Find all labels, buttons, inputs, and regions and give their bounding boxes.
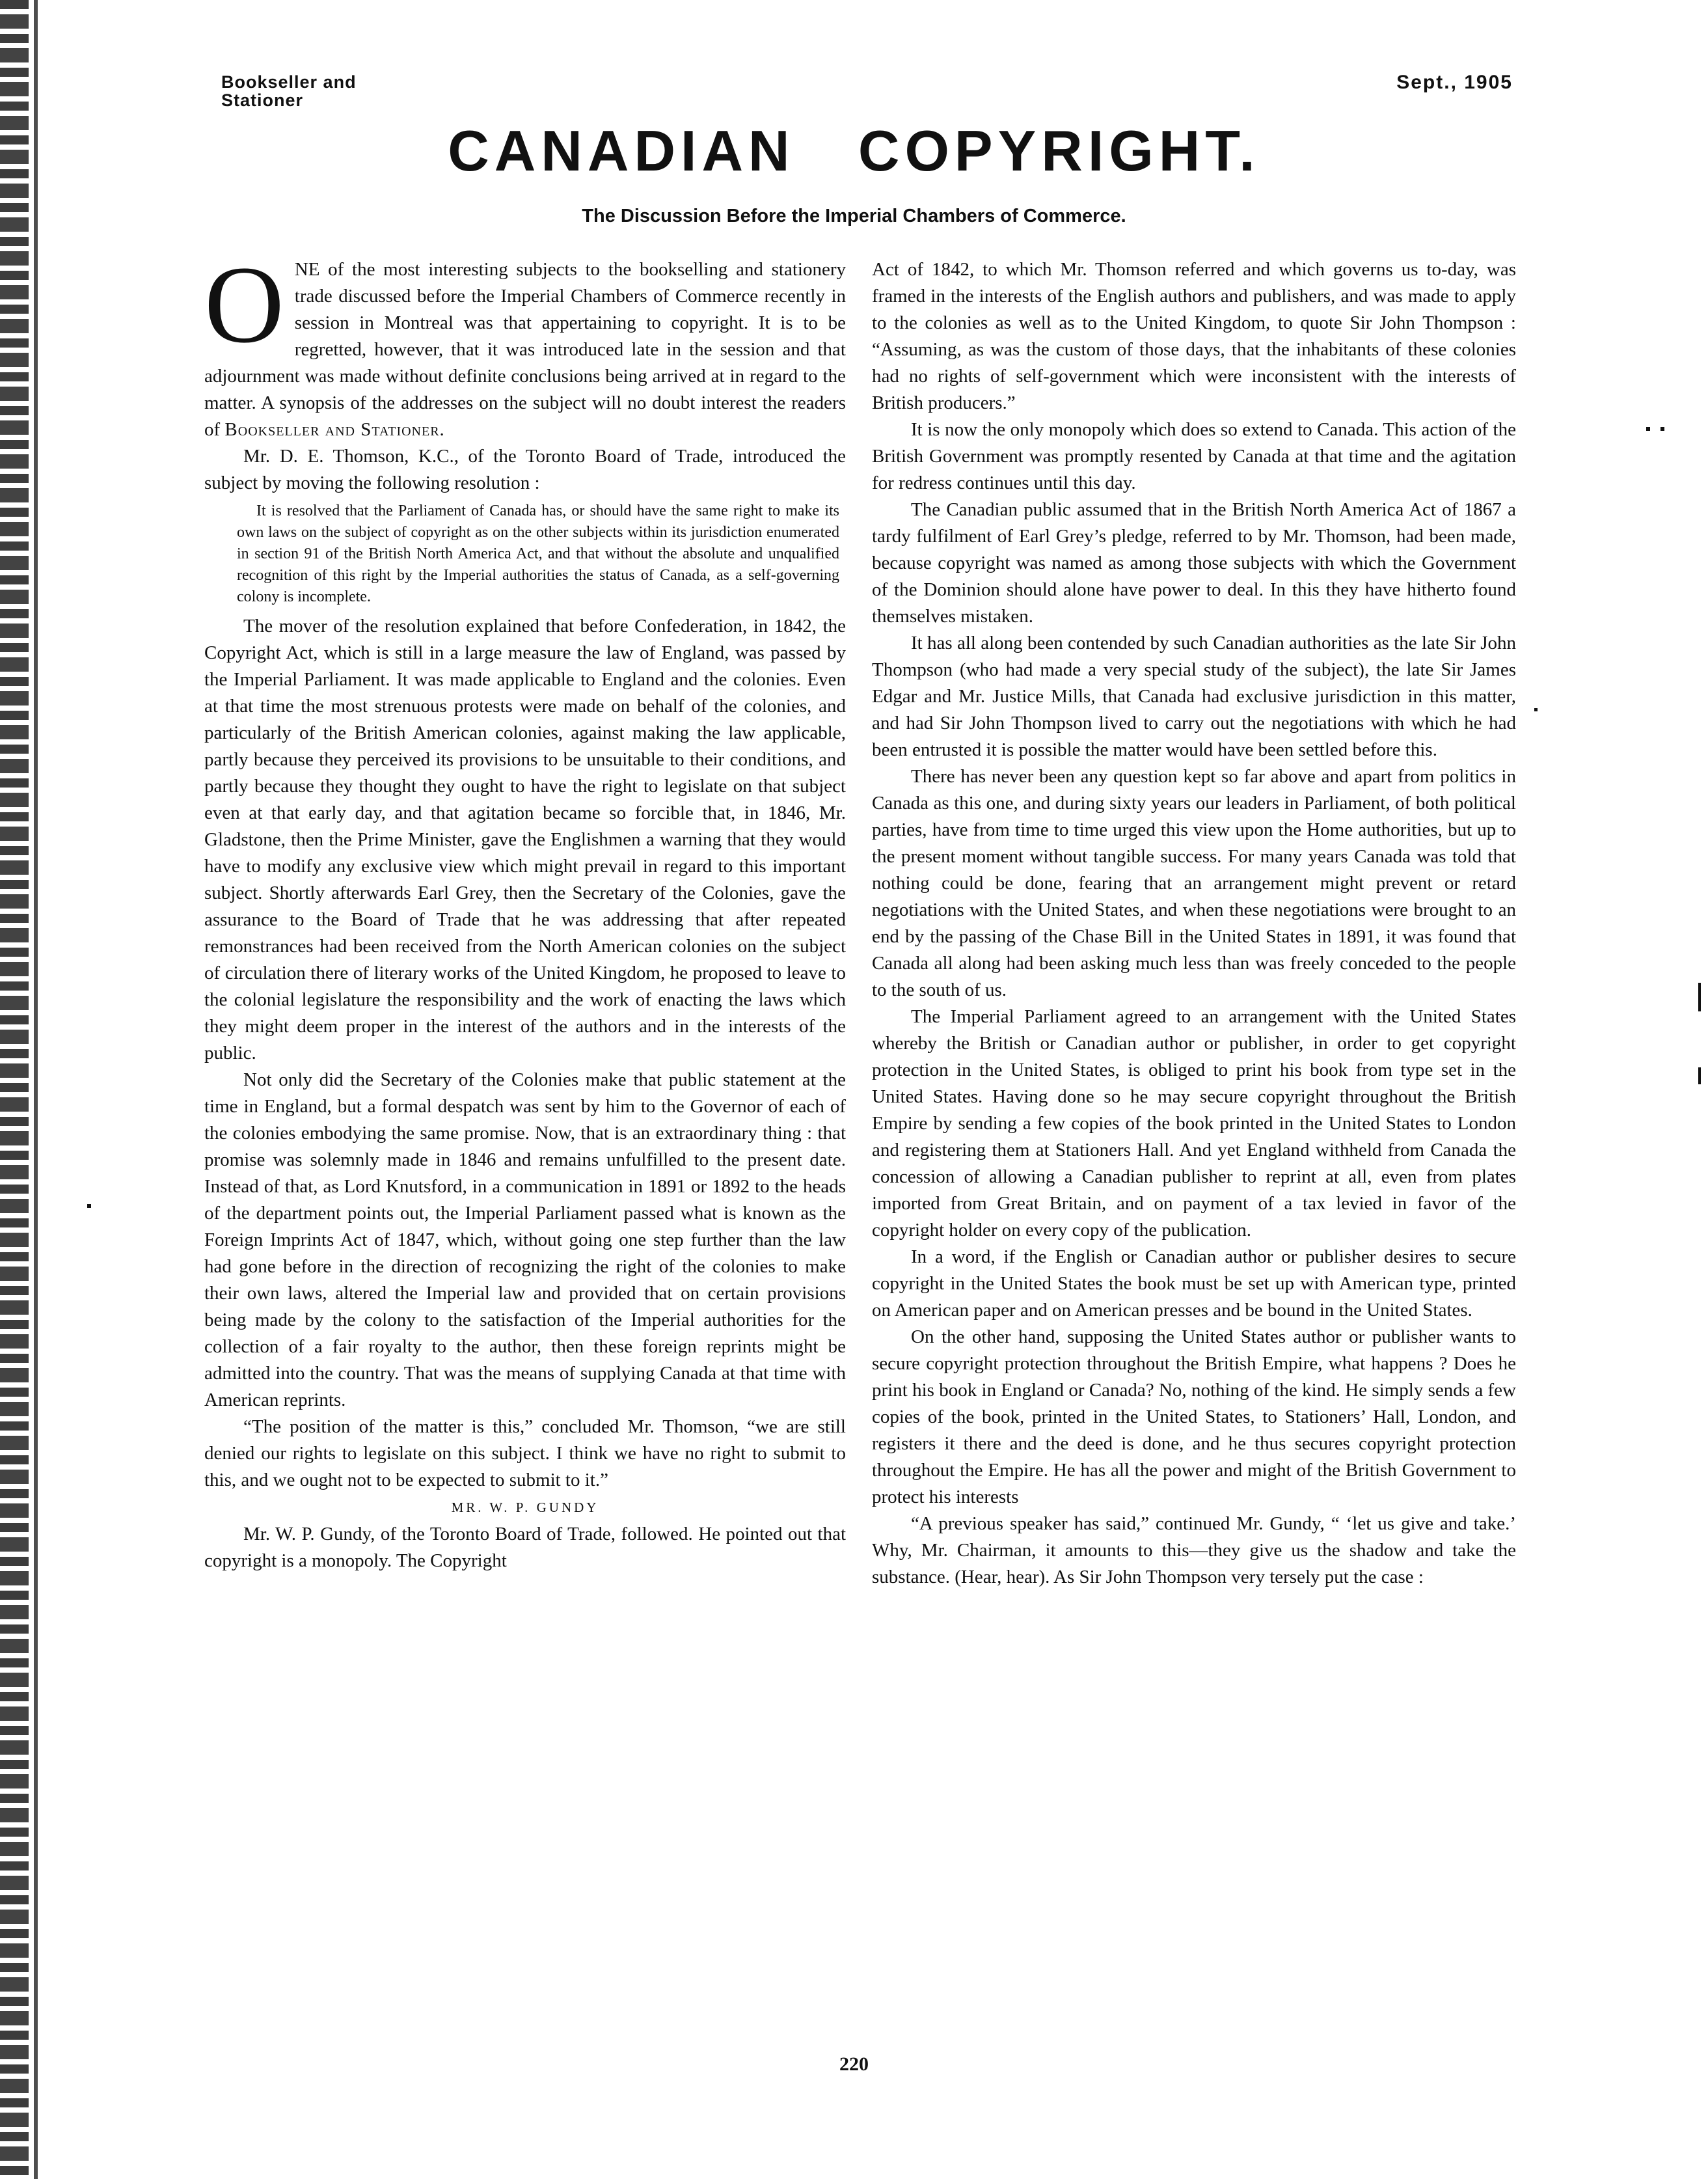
paragraph: The Canadian public assumed that in the British North America Act of 1867 a tardy fulfilment of Earl Grey’s pledge, referred to by Mr. Thomson, had been made, because copyright was named as among those subjects with which the Government of the Dominion should alone have power to deal. In this they have hitherto found themselves mistaken. bbox=[872, 499, 1516, 627]
page-number: 220 bbox=[839, 2053, 869, 2075]
resolution-quote bbox=[237, 500, 839, 608]
paragraph: The mover of the resolution explained that before Confederation, in 1842, the Copyright Act, which is still in a large measure the law of England, was passed by the Imperial Parliament. It was made applicable to England and the colonies. Even at that time the most strenuous protests were made on behalf of the colonies, and particularly of the British American colonies, against making the law applicable, partly because they perceived its provisions to be unsuitable to their conditions, and partly because they thought they ought to have the right to legislate on that subject even at that early day, and that agitation became so forcible that, in 1846, Mr. Gladstone, then the Prime Minister, gave the Englishmen a warning that they would have to modify any exclusive view which might prevail in regard to this important subject. Shortly afterwards Earl Grey, then the Secretary of the Colonies, gave the assurance to the Board of Trade that he was addressing that after repeated remonstrances had been received from the North American colonies on the subject of circulation there of literary works of the United Kingdom, he proposed to leave to the colonial legislature the responsibility and the work of enacting the laws which they might deem proper in the interest of the authors and in the interests of the public. bbox=[204, 616, 846, 1063]
print-speck bbox=[1698, 983, 1701, 1011]
paragraph: In a word, if the English or Canadian author or publisher desires to secure copyright in the United States the book must be set up with American type, printed on American paper and on American presses and be bound in the United States. bbox=[872, 1246, 1516, 1321]
intro-text: NE of the most interesting subjects to the bookselling and stationery trade discussed before the Imperial Chambers of Commerce recently in session in Montreal was that appertaining to copyright. It is to be regretted, however, that it was introduced late in the session and that adjournment was made without definite conclusions being arrived at in regard to the matter. A synopsis of the addresses on the subject will no doubt interest the readers of bbox=[204, 259, 846, 440]
magazine-name: Bookseller and Stationer. bbox=[224, 419, 445, 440]
print-speck bbox=[87, 1204, 91, 1208]
paragraph: The Imperial Parliament agreed to an arrangement with the United States whereby the British or Canadian author or publisher, in order to get copyright protection in the United States, is obliged to print his book from type set in the United States. Having done so he may secure copyright throughout the British Empire by sending a few copies of the book printed in the United States to London and registering them at Stationers Hall. And yet England withheld from Canada the concession of allowing a Canadian publisher to reprint at all, even from plates imported from Great Britain, and on payment of a tax levied in favor of the copyright holder on every copy of the publication. bbox=[872, 1006, 1516, 1240]
paragraph: Not only did the Secretary of the Colonies make that public statement at the time in England, but a formal despatch was sent by him to the Governor of each of the colonies embodying the same promise. Now, that is an extraordinary thing : that promise was solemnly made in 1846 and remains unfulfilled to the present date. Instead of that, as Lord Knutsford, in a communication in 1891 or 1892 to the heads of the department points out, the Imperial Parliament passed what is known as the Foreign Imprints Act of 1847, which, without going one step further than the law had gone before in the direction of recognizing the right of the colonies to make their own laws, altered the Imperial law and provided that on certain provisions being made by the colony to the satisfaction of the Imperial authorities for the collection of a fair royalty to the author, then these foreign reprints might be admitted into the country. That was the means of supplying Canada at that time with American reprints. bbox=[204, 1069, 846, 1410]
paragraph: On the other hand, supposing the United States author or publisher wants to secure copyright protection throughout the British Empire, what happens ? Does he print his book in England or Canada? No, nothing of the kind. He simply sends a few copies of the book, printed in the United States, to Stationers’ Hall, London, and registers it there and the deed is done, and he thus secures copyright protection throughout the Empire. He has all the power and might of the British Government to protect his interests bbox=[872, 1326, 1516, 1507]
paragraph: Mr. D. E. Thomson, K.C., of the Toronto Board of Trade, introduced the subject by moving the following resolution : bbox=[204, 446, 846, 493]
print-speck bbox=[1534, 708, 1538, 711]
publication-name-line2: Stationer bbox=[221, 90, 304, 110]
print-speck bbox=[1646, 427, 1650, 431]
print-speck bbox=[1661, 427, 1664, 431]
paragraph: It is now the only monopoly which does so extend to Canada. This action of the British Government was promptly resented by Canada at that time and the agitation for redress continues until this day. bbox=[872, 419, 1516, 493]
paragraph: There has never been any question kept so far above and apart from politics in Canada as this one, and during sixty years our leaders in Parliament, of both political parties, have from time to time urged this view upon the Home authorities, but up to the present moment without tangible success. For many years Canada was told that nothing could be done, fearing that an arrangement might prevent or retard negotiations with the United States, and when these negotiations were brought to an end by the passing of the Chase Bill in the United States in 1891, it was found that Canada all along had been asking much less than was freely conceded to the people to the south of us. bbox=[872, 766, 1516, 1000]
paragraph: “The position of the matter is this,” concluded Mr. Thomson, “we are still denied our rights to legislate on this subject. I think we have no right to submit to this, and we ought not to be expected to submit to it.” bbox=[204, 1416, 846, 1490]
page-binding-edge bbox=[0, 0, 29, 2179]
drop-cap: O bbox=[204, 243, 284, 366]
print-speck bbox=[1698, 1067, 1701, 1084]
section-subhead: MR. W. P. GUNDY bbox=[451, 1500, 599, 1515]
paragraph: Act of 1842, to which Mr. Thomson referred and which governs us to-day, was framed in the interests of the English authors and publishers, and was made to apply to the colonies as well as to the United Kingdom, to quote Sir John Thompson : “Assuming, as was the custom of those days, that the inhabitants of these colonies had no rights of self-government which were inconsistent with the interests of British producers.” bbox=[872, 259, 1516, 413]
publication-name bbox=[221, 73, 357, 109]
paragraph: “A previous speaker has said,” continued Mr. Gundy, “ ‘let us give and take.’ Why, Mr. Chairman, it amounts to this—they give us the shadow and take the substance. (Hear, hear). As Sir John Thompson very tersely put the case : bbox=[872, 1513, 1516, 1587]
page-binding-line bbox=[34, 0, 38, 2179]
article-subtitle: The Discussion Before the Imperial Chambers of Commerce. bbox=[582, 206, 1126, 226]
paragraph: It has all along been contended by such Canadian authorities as the late Sir John Thompson (who had made a very special study of the subject), the late Sir James Edgar and Mr. Justice Mills, that Canada had exclusive jurisdiction in this matter, and had Sir John Thompson lived to carry out the negotiations with which he had been entrusted it is possible the matter would have been settled before this. bbox=[872, 633, 1516, 760]
issue-date: Sept., 1905 bbox=[1396, 72, 1513, 93]
paragraph: Mr. W. P. Gundy, of the Toronto Board of Trade, followed. He pointed out that copyright is a monopoly. The Copyright bbox=[204, 1524, 846, 1571]
paragraph-intro bbox=[204, 243, 846, 443]
right-column bbox=[872, 256, 1516, 1591]
resolution-text: It is resolved that the Parliament of Canada has, or should have the same right to make its own laws on the subject of copyright as on the other subjects within its jurisdiction enumerated in section 91 of the British North America Act, and that without the absolute and unqualified recognition of this right by the Imperial authorities the status of Canada, as a self-governing colony is incomplete. bbox=[237, 502, 839, 605]
left-column bbox=[204, 243, 846, 1574]
article-title: CANADIAN COPYRIGHT. bbox=[448, 118, 1260, 183]
publication-name-line1: Bookseller and bbox=[221, 72, 357, 92]
